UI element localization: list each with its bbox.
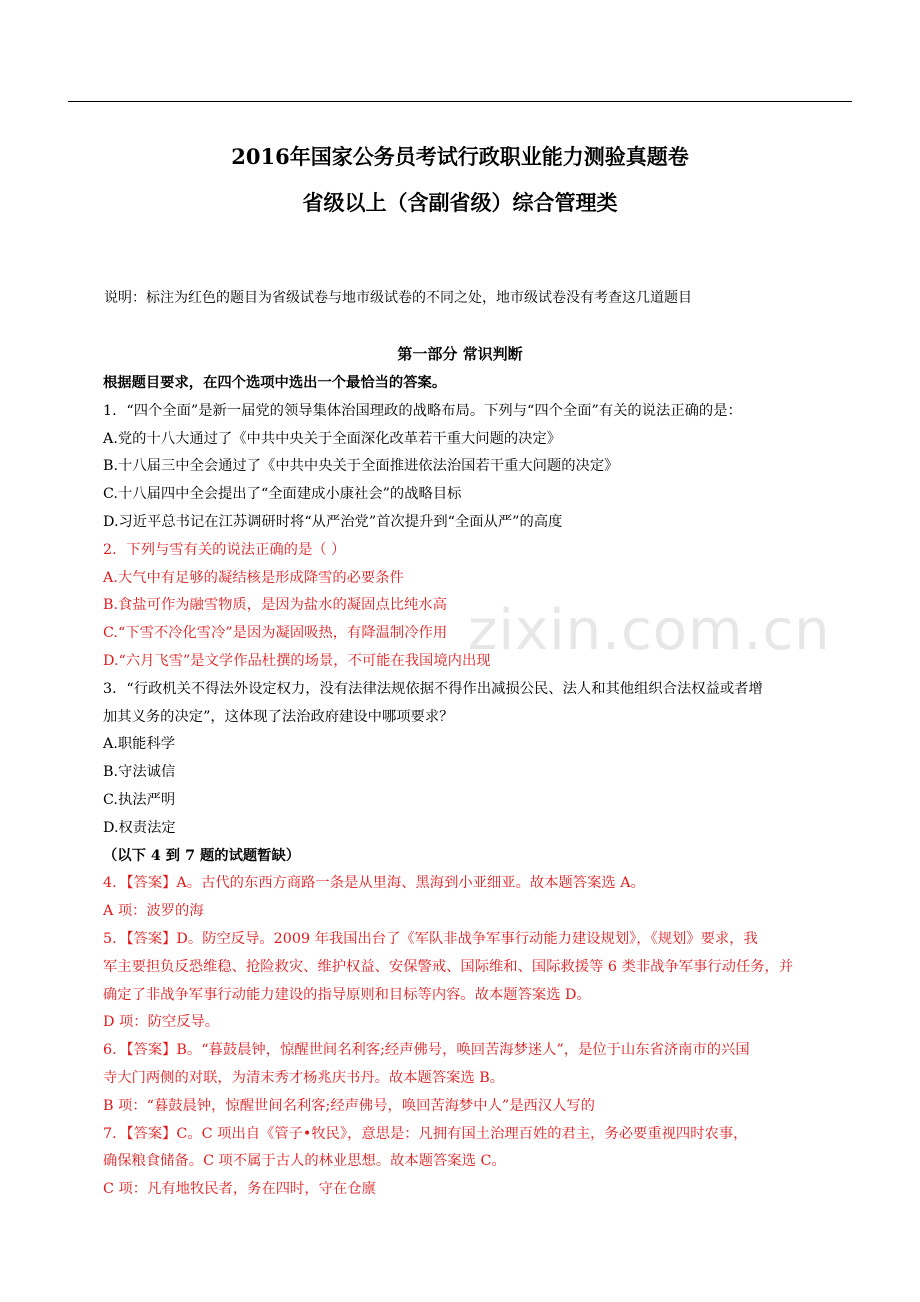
question-1-option-b: B.十八届三中全会通过了《中共中央关于全面推进依法治国若干重大问题的决定》 [103,458,619,475]
answer-7-line1: 7．【答案】C。C 项出自《管子•牧民》，意思是：凡拥有国土治理百姓的君主，务必要重视四时农事， [103,1125,748,1142]
question-3-stem-line1: 3．“行政机关不得法外设定权力，没有法律法规依据不得作出减损公民、法人和其他组织合法权益或者增 [103,680,763,697]
answer-5-item: D 项：防空反导。 [103,1014,220,1031]
document-title: 2016年国家公务员考试行政职业能力测验真题卷 [231,144,689,169]
question-3-stem-line2: 加其义务的决定”，这体现了法治政府建设中哪项要求？ [103,708,454,725]
question-3-option-b: B.守法诚信 [103,764,176,781]
answer-7-line2: 确保粮食储备。C 项不属于古人的林业思想。故本题答案选 C。 [103,1153,506,1170]
missing-questions-note: （以下 4 到 7 题的试题暂缺） [103,847,301,864]
section-instruction: 根据题目要求，在四个选项中选出一个最恰当的答案。 [103,375,447,391]
answer-5-line3: 确定了非战争军事行动能力建设的指导原则和目标等内容。故本题答案选 D。 [103,986,591,1003]
answer-5-line2: 军主要担负反恐维稳、抢险救灾、维护权益、安保警戒、国际维和、国际救援等 6 类非战争军事行动任务，并 [103,958,794,975]
section-title: 第一部分 常识判断 [397,345,523,363]
question-2-option-c: C.“下雪不冷化雪冷”是因为凝固吸热，有降温制冷作用 [103,625,448,642]
explanation-note: 说明：标注为红色的题目为省级试卷与地市级试卷的不同之处，地市级试卷没有考查这几道题目 [104,290,692,306]
question-2-option-a: A.大气中有足够的凝结核是形成降雪的必要条件 [103,569,404,586]
question-3-option-c: C.执法严明 [103,791,176,808]
question-1-option-a: A.党的十八大通过了《中共中央关于全面深化改革若干重大问题的决定》 [103,430,562,447]
answer-4: 4．【答案】A。古代的东西方商路一条是从里海、黑海到小亚细亚。故本题答案选 A。 [103,875,645,892]
question-1-option-d: D.习近平总书记在江苏调研时将“从严治党”首次提升到“全面从严”的高度 [103,513,563,530]
watermark: zixin.com.cn [468,598,831,663]
question-2-option-d: D.“六月飞雪”是文学作品杜撰的场景，不可能在我国境内出现 [103,652,491,669]
document-body [103,370,851,1204]
question-3-option-d: D.权责法定 [103,819,176,836]
question-2-option-b: B.食盐可作为融雪物质，是因为盐水的凝固点比纯水高 [103,597,447,614]
question-1-stem: 1．“四个全面”是新一届党的领导集体治国理政的战略布局。下列与“四个全面”有关的说法正确的是： [103,402,742,419]
header-rule [68,101,852,102]
answer-5-line1: 5．【答案】D。防空反导。2009 年我国出台了《军队非战争军事行动能力建设规划》，《规划》要求，我 [103,930,758,947]
question-3-option-a: A.职能科学 [103,736,176,753]
answer-6-item: B 项：“暮鼓晨钟，惊醒世间名利客;经声佛号，唤回苦海梦中人”是西汉人写的 [103,1097,595,1114]
answer-4-item: A 项：波罗的海 [103,903,204,920]
answer-6-line1: 6．【答案】B。“暮鼓晨钟，惊醒世间名利客;经声佛号，唤回苦海梦迷人”，是位于山东省济南市的兴国 [103,1042,750,1059]
question-2-stem: 2．下列与雪有关的说法正确的是（ ） [103,541,346,558]
answer-7-item: C 项：凡有地牧民者，务在四时，守在仓廪 [103,1181,376,1198]
answer-6-line2: 寺大门两侧的对联，为清末秀才杨兆庆书丹。故本题答案选 B。 [103,1069,505,1086]
question-1-option-c: C.十八届四中全会提出了“全面建成小康社会”的战略目标 [103,486,462,503]
document-subtitle: 省级以上（含副省级）综合管理类 [302,190,618,215]
